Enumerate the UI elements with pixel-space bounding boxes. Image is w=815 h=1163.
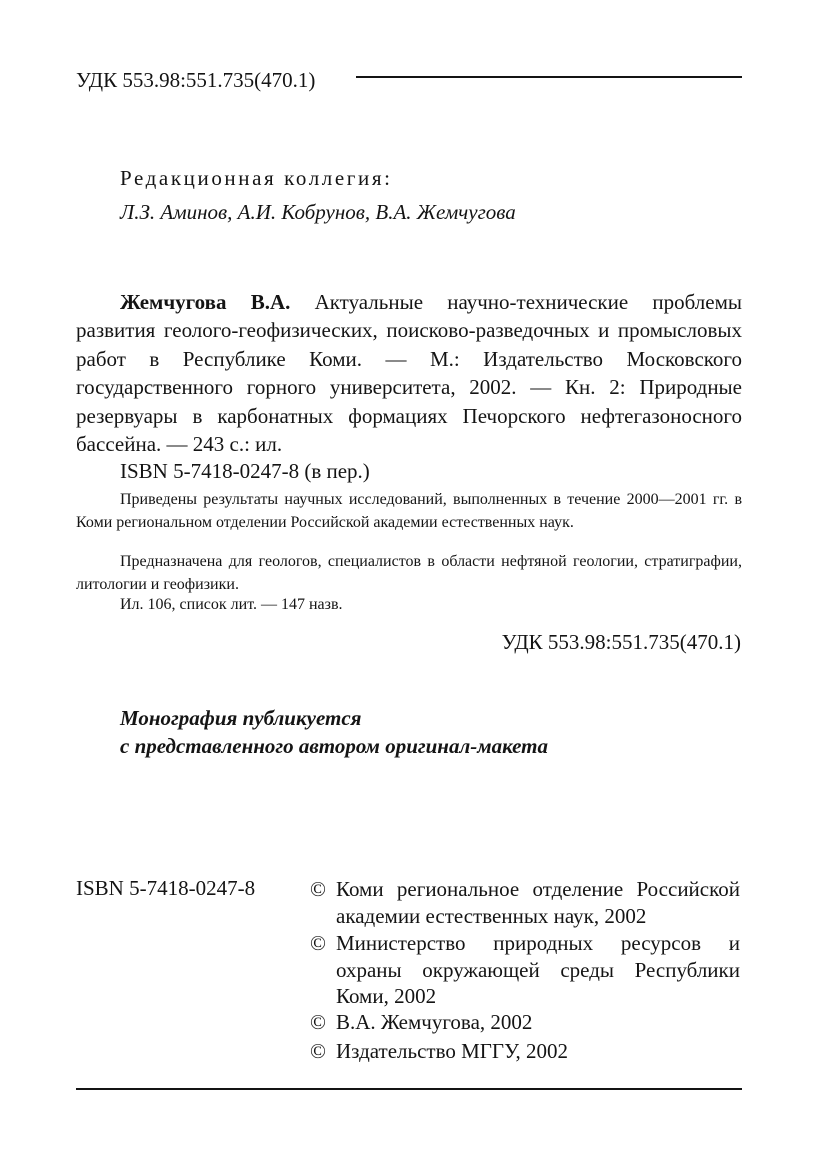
copyright-entry xyxy=(310,876,742,929)
copyright-holder: Министерство природных ресурсов и охраны окружающей среды Республики Коми, 2002 xyxy=(336,931,740,1008)
copyright-icon: © xyxy=(310,931,326,955)
copyright-isbn: ISBN 5-7418-0247-8 xyxy=(76,876,256,900)
copyright-icon: © xyxy=(310,1039,326,1063)
bottom-rule xyxy=(76,1088,742,1090)
editorial-board-members: Л.З. Аминов, А.И. Кобрунов, В.А. Жемчугова xyxy=(120,200,516,224)
abstract-paragraph-1: Приведены результаты научных исследований, выполненных в течение 2000—2001 гг. в Коми региональном отделении Российской академии естественных наук. xyxy=(76,491,742,531)
monograph-note-line1: Монография публикуется xyxy=(120,706,362,730)
copyright-holder: Коми региональное отделение Российской академии естественных наук, 2002 xyxy=(336,877,740,928)
copyright-holder: В.А. Жемчугова, 2002 xyxy=(336,1010,533,1034)
top-rule xyxy=(356,76,742,78)
copyright-icon: © xyxy=(310,1010,326,1034)
monograph-note-line2: с представленного автором оригинал-макета xyxy=(120,734,549,758)
copyright-holder: Издательство МГГУ, 2002 xyxy=(336,1039,569,1063)
bibliographic-description xyxy=(76,288,742,458)
copyright-icon: © xyxy=(310,877,326,901)
header-udc: УДК 553.98:551.735(470.1) xyxy=(76,68,316,92)
copyright-entry xyxy=(310,1009,742,1036)
copyright-entry xyxy=(310,930,742,1010)
illustrations-count: Ил. 106, список лит. — 147 назв. xyxy=(120,596,343,613)
copyright-entry xyxy=(310,1038,742,1065)
editorial-board-title: Редакционная коллегия: xyxy=(120,166,393,190)
udc-code: УДК 553.98:551.735(470.1) xyxy=(501,630,741,654)
author-name: Жемчугова В.А. xyxy=(120,290,291,314)
abstract-paragraph-2: Предназначена для геологов, специалистов в области нефтяной геологии, стратиграфии, литологии и геофизики. xyxy=(76,553,742,593)
description-text: Актуальные научно-технические проблемы развития геолого-геофизических, поисково-разведочных и промысловых работ в Республике Коми. — М.: Издательство Московского государственного горного университета, 2002. — Кн. 2: Природные резервуары в карбонатных формациях Печорского нефтегазоносного бассейна. — 243 с.: ил. xyxy=(76,290,742,457)
isbn-binding: ISBN 5-7418-0247-8 (в пер.) xyxy=(120,459,370,483)
